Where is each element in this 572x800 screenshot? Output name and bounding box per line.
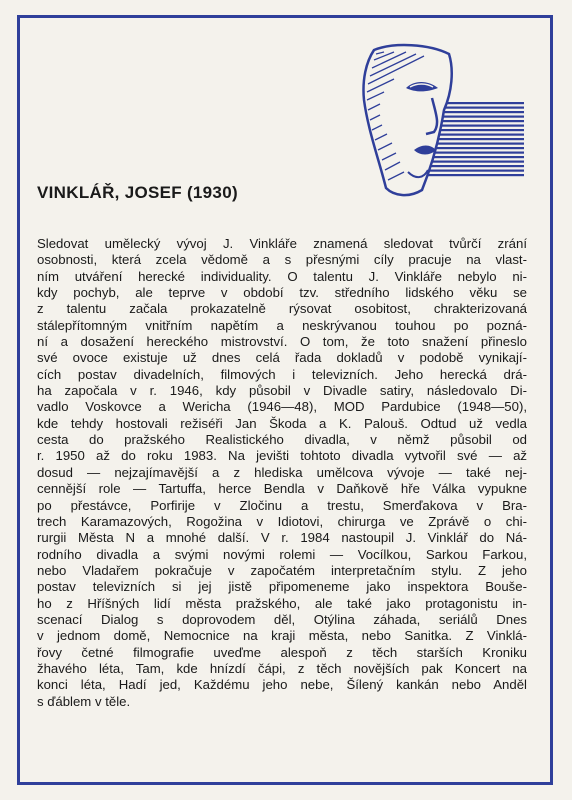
- text-line: cích postav divadelních, filmových i televizních. Jeho herecká drá-: [37, 366, 527, 382]
- text-line: rurgii Města N a mnohé další. V r. 1984 nastoupil J. Vinklář do Ná-: [37, 530, 527, 546]
- text-line: po přestávce, Porfirije v Zločinu a trestu, Smerďakova v Bra-: [37, 497, 527, 513]
- text-line: v jednom domě, Nemocnice na kraji města, nebo Sanitka. Z Vinklá-: [37, 628, 527, 644]
- text-line: Sledovat umělecký vývoj J. Vinkláře znamená sledovat tvůrčí zrání: [37, 236, 527, 251]
- text-line: z talentu začala prokazatelně rýsovat osobitost, chrakterizovaná: [37, 301, 527, 317]
- text-line: řovy četné filmografie uveďme alespoň z těch starších Kroniku: [37, 644, 527, 660]
- text-line: postav televizních si jej jistě připomeneme jako inspektora Bouše-: [37, 579, 527, 595]
- text-line: cennější role — Tartuffa, herce Bendla v Daňkově hře Válka vypukne: [37, 481, 527, 497]
- text-line: s ďáblem v těle.: [37, 693, 131, 709]
- text-line: ho z Hříšných lidí města pražského, ale také jako protagonistu in-: [37, 595, 527, 611]
- text-line: scenací Dialog s doprovodem děl, Otýlina záhada, seriálů Dnes: [37, 611, 527, 627]
- text-line: stálepřítomným vnitřním napětím a neskrývanou touhou po pozná-: [37, 317, 527, 333]
- text-line: kde tehdy hostovali režiséři Jan Škoda a K. Palouš. Odtud už vedla: [37, 415, 527, 431]
- text-line: ním utváření herecké individuality. O talentu J. Vinkláře nebylo ni-: [37, 268, 527, 284]
- text-line: své ovoce existuje už dnes celá řada dokladů v podobě vynikají-: [37, 350, 527, 366]
- text-line: r. 1950 až do roku 1983. Na jevišti tohtoto divadla vytvořil své — až: [37, 448, 527, 464]
- text-line: žhavého léta, Tam, kde hnízdí čápi, z těch novějších pak Koncert na: [37, 660, 527, 676]
- text-line: osobnosti, která zcela vědomě a s přesnými cíly pracuje na vlast-: [37, 252, 527, 268]
- text-line: vadlo Voskovce a Wericha (1946—48), MOD Pardubice (1948—50),: [37, 399, 527, 415]
- text-line: nebo Vladařem pokračuje v započatém interpretačním stylu. Z jeho: [37, 562, 527, 578]
- page-title: VINKLÁŘ, JOSEF (1930): [37, 183, 238, 202]
- text-line: dosud — nejzajímavější a z hlediska umělcova vývoje — také nej-: [37, 464, 527, 480]
- text-line: ha započala v r. 1946, kdy působil v Divadle satiry, následovalo Di-: [37, 383, 527, 399]
- text-line: konci léta, Hadí jed, Každému jeho nebe, Šílený kankán nebo Anděl: [37, 677, 527, 693]
- text-line: rodního divadla a svými novými rolemi — Vocílkou, Sarkou Farkou,: [37, 546, 527, 562]
- text-line: trech Karamazových, Rogožina v Idiotovi, chirurga ve Zprávě o chi-: [37, 513, 527, 529]
- text-line: kdy pochyb, ale teprve v období tzv. středního lidského věku se: [37, 285, 527, 301]
- text-line: cesta do pražského Realistického divadla, v němž působil od: [37, 432, 527, 448]
- theatre-mask-icon: [354, 40, 524, 200]
- body-text: [37, 236, 527, 710]
- text-line: ní a dosažení hereckého mistrovství. O tom, že toto snažení přineslo: [37, 334, 527, 350]
